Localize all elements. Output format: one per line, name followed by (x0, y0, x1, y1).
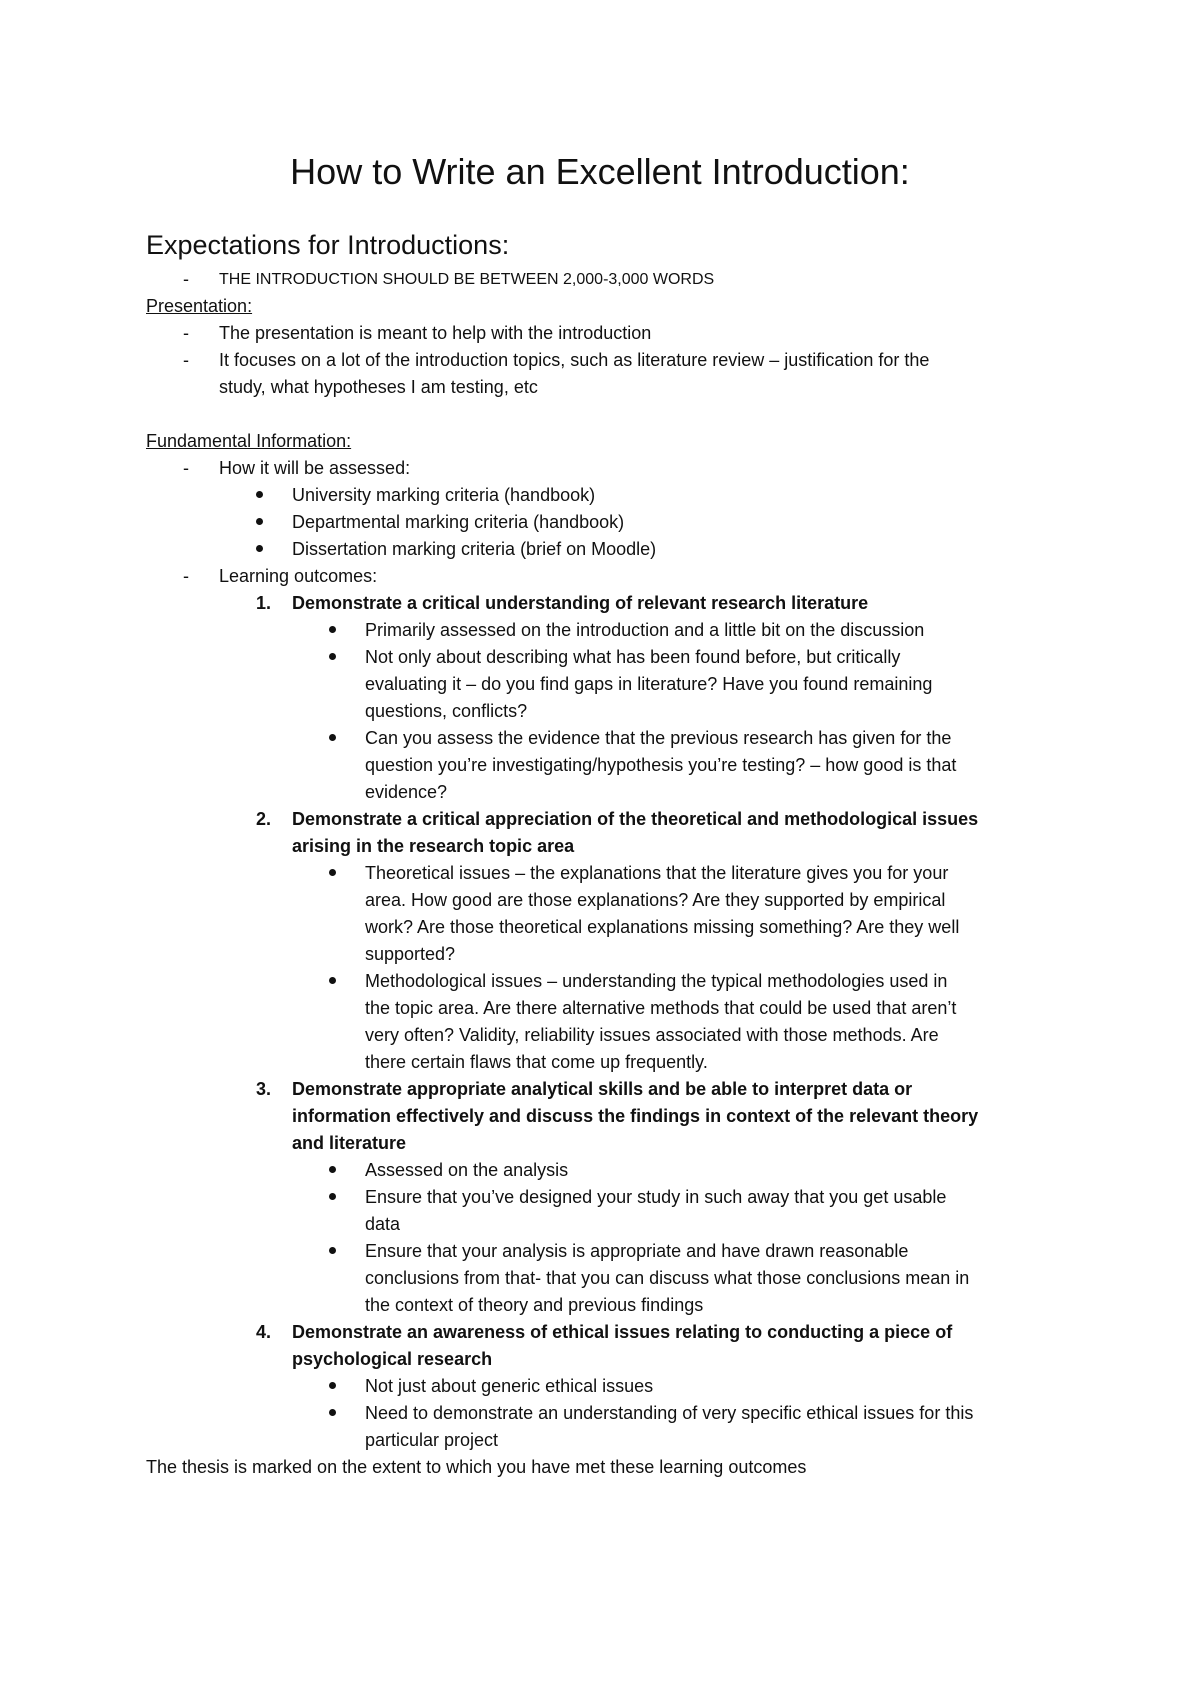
outcome-title: Demonstrate an awareness of ethical issues relating to conducting a piece of (292, 1322, 953, 1342)
closing-statement: The thesis is marked on the extent to which you have met these learning outcomes (146, 1457, 807, 1477)
bullet-marker (329, 1382, 336, 1389)
outcome-bullet: Not only about describing what has been found before, but critically (365, 647, 901, 667)
dash-marker: - (183, 323, 189, 343)
outcome-number: 4. (256, 1322, 272, 1342)
expectations-item: THE INTRODUCTION SHOULD BE BETWEEN 2,000-3,000 WORDS (219, 271, 715, 288)
outcome-bullet-continued: the topic area. Are there alternative methods that could be used that aren’t (365, 998, 957, 1018)
fundamental-heading: Fundamental Information: (146, 431, 352, 451)
bullet-marker (256, 545, 263, 552)
dash-marker: - (183, 566, 189, 586)
outcome-title: Demonstrate appropriate analytical skills and be able to interpret data or (292, 1079, 913, 1099)
outcome-bullet-continued: conclusions from that- that you can discuss what those conclusions mean in (365, 1268, 970, 1288)
bullet-marker (329, 1247, 336, 1254)
outcome-bullet: Not just about generic ethical issues (365, 1376, 654, 1396)
outcome-bullet: Theoretical issues – the explanations that the literature gives you for your (365, 863, 949, 883)
outcome-bullet: Ensure that you’ve designed your study in such away that you get usable (365, 1187, 947, 1207)
presentation-item: The presentation is meant to help with the introduction (219, 323, 652, 343)
outcome-bullet-continued: questions, conflicts? (365, 701, 528, 721)
assessed-item: Departmental marking criteria (handbook) (292, 512, 625, 532)
presentation-item-continued: study, what hypotheses I am testing, etc (219, 377, 538, 397)
outcome-bullet: Assessed on the analysis (365, 1160, 569, 1180)
page-title: How to Write an Excellent Introduction: (290, 151, 910, 192)
outcome-bullet: Ensure that your analysis is appropriate and have drawn reasonable (365, 1241, 909, 1261)
assessed-item: University marking criteria (handbook) (292, 485, 596, 505)
outcomes-label: Learning outcomes: (219, 566, 378, 586)
dash-marker: - (183, 269, 189, 289)
expectations-heading: Expectations for Introductions: (146, 230, 510, 260)
presentation-item: It focuses on a lot of the introduction topics, such as literature review – justification for the (219, 350, 930, 370)
outcome-bullet-continued: the context of theory and previous findings (365, 1295, 704, 1315)
outcome-title-continued: psychological research (292, 1349, 493, 1369)
outcome-title: Demonstrate a critical appreciation of the theoretical and methodological issues (292, 809, 979, 829)
assessed-label: How it will be assessed: (219, 458, 411, 478)
outcome-number: 2. (256, 809, 272, 829)
outcome-bullet-continued: there certain flaws that come up frequently. (365, 1052, 708, 1072)
dash-marker: - (183, 350, 189, 370)
bullet-marker (329, 653, 336, 660)
outcome-number: 3. (256, 1079, 272, 1099)
bullet-marker (329, 734, 336, 741)
outcome-title: Demonstrate a critical understanding of relevant research literature (292, 593, 869, 613)
outcome-bullet-continued: very often? Validity, reliability issues associated with those methods. Are (365, 1025, 939, 1045)
presentation-heading: Presentation: (146, 296, 253, 316)
outcome-bullet: Methodological issues – understanding the typical methodologies used in (365, 971, 948, 991)
outcome-number: 1. (256, 593, 272, 613)
bullet-marker (329, 1166, 336, 1173)
bullet-marker (329, 1193, 336, 1200)
bullet-marker (329, 977, 336, 984)
outcome-bullet-continued: data (365, 1214, 401, 1234)
outcome-title-continued: information effectively and discuss the findings in context of the relevant theory (292, 1106, 979, 1126)
outcome-bullet-continued: particular project (365, 1430, 499, 1450)
outcome-title-continued: arising in the research topic area (292, 836, 575, 856)
bullet-marker (256, 518, 263, 525)
outcome-bullet-continued: question you’re investigating/hypothesis you’re testing? – how good is that (365, 755, 957, 775)
bullet-marker (329, 869, 336, 876)
bullet-marker (256, 491, 263, 498)
outcome-bullet-continued: supported? (365, 944, 456, 964)
assessed-item: Dissertation marking criteria (brief on Moodle) (292, 539, 657, 559)
bullet-marker (329, 626, 336, 633)
outcome-bullet: Primarily assessed on the introduction and a little bit on the discussion (365, 620, 925, 640)
bullet-marker (329, 1409, 336, 1416)
outcome-bullet-continued: work? Are those theoretical explanations missing something? Are they well (365, 917, 960, 937)
outcome-bullet: Can you assess the evidence that the previous research has given for the (365, 728, 952, 748)
outcome-bullet-continued: evidence? (365, 782, 448, 802)
outcome-bullet-continued: area. How good are those explanations? Are they supported by empirical (365, 890, 946, 910)
outcome-title-continued: and literature (292, 1133, 407, 1153)
outcome-bullet: Need to demonstrate an understanding of very specific ethical issues for this (365, 1403, 974, 1423)
outcome-bullet-continued: evaluating it – do you find gaps in literature? Have you found remaining (365, 674, 933, 694)
dash-marker: - (183, 458, 189, 478)
